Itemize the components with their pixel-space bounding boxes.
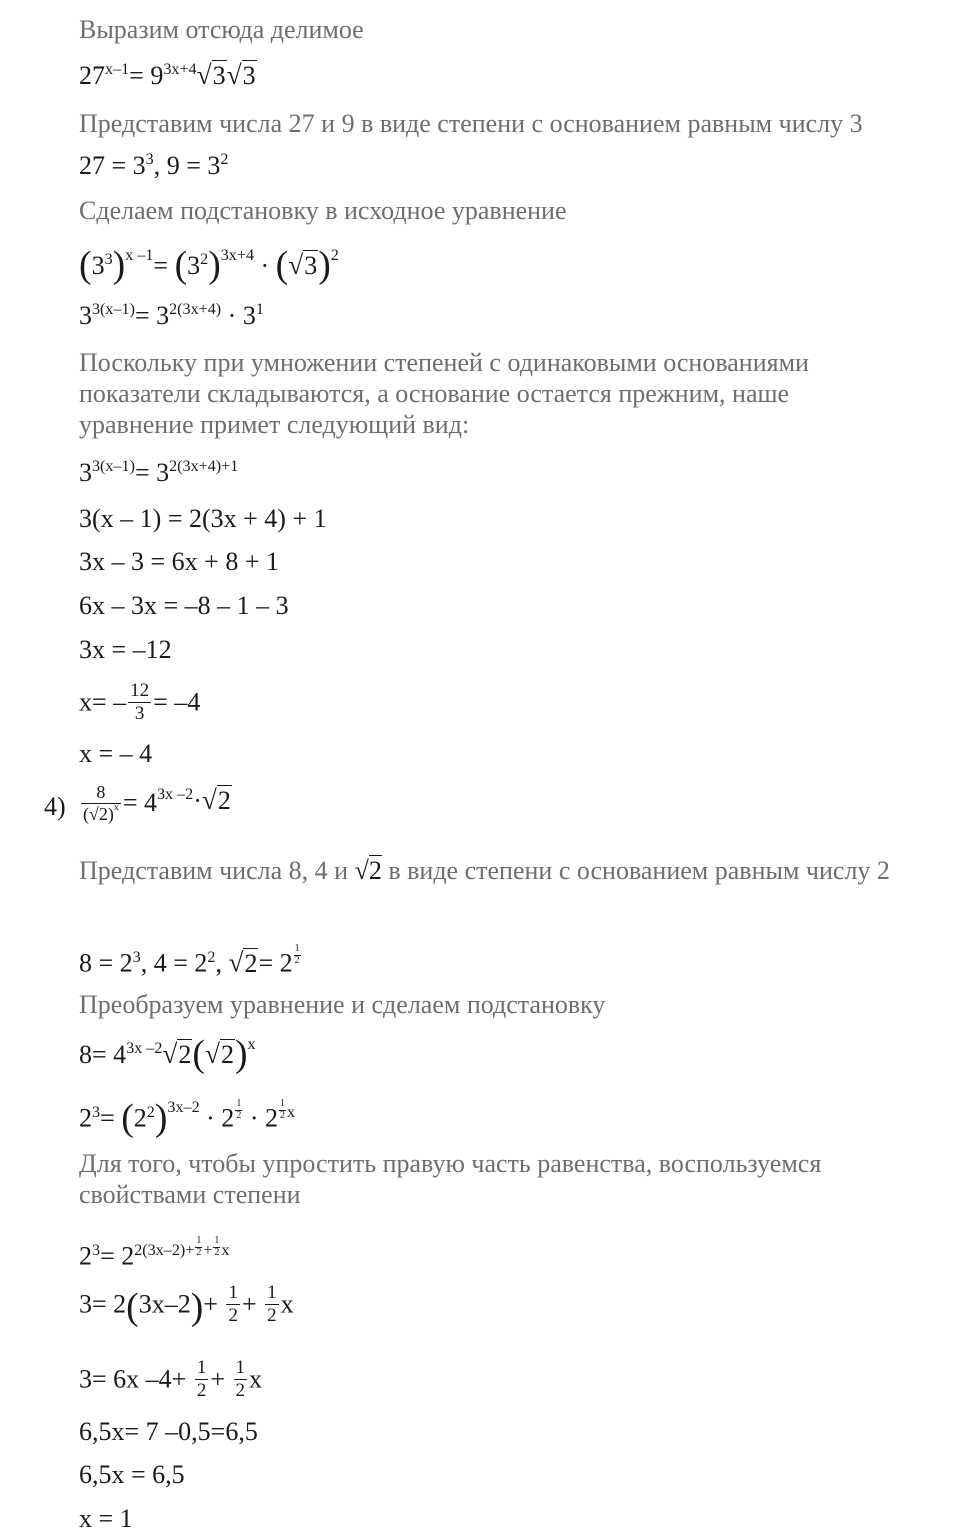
prose-express-dividend: Выразим отсюда делимое bbox=[79, 15, 364, 44]
prose-exponent-rule: Поскольку при умножении степеней с одинаковыми основаниями показатели складываются, а основание остается прежним, наше уравнение примет следующий вид: bbox=[79, 348, 809, 439]
equation-14: $8= 4^{3x -2}√2(√2)^x$ bbox=[79, 1033, 256, 1076]
prose-substitution: Сделаем подстановку в исходное уравнение bbox=[79, 196, 567, 225]
equation-18: 3= 6x –4+ $\frac{1}{2}$ + $\frac{1}{2}$ x bbox=[79, 1357, 262, 1401]
equation-11: x = – 4 bbox=[79, 739, 153, 768]
equation-20: 6,5x = 6,5 bbox=[79, 1460, 185, 1489]
equation-6: 3(x – 1) = 2(3x + 4) + 1 bbox=[79, 504, 327, 533]
equation-1: $27^{x-1}= 9^{3x+4}√3√3$ bbox=[79, 60, 256, 90]
fraction-8-root2: $\frac{8}{(√2)^x}$ bbox=[83, 782, 119, 824]
equation-15: $2^3= (2^2)^{3x-2} \cdot 2$ $\frac{1}{2}$ · 2 $\frac{1}{2}$ $^x$ bbox=[79, 1096, 296, 1139]
equation-2: $27 = 3^3$, $9 = 3^2$ bbox=[79, 151, 229, 180]
equation-5: $3^{3(x-1)}= 3^{2(3x+4)+1}$ bbox=[79, 458, 239, 487]
equation-4: $3^{3(x-1)}= 3^{2(3x+4)} \cdot 3^1$ bbox=[79, 301, 264, 330]
prose-represent-27-9: Представим числа 27 и 9 в виде степени с основанием равным числу 3 bbox=[79, 109, 863, 138]
equation-3: $(3^3)^{x -1}= (3^2)^{3x+4} \cdot (√3)^2$ bbox=[79, 244, 339, 287]
equation-12: $\frac{8}{(√2)^x}$ = $4^{3x -2}\cdot√2$ bbox=[83, 782, 231, 824]
equation-10: x= – $\frac{12}{3}$ = –4 bbox=[79, 680, 201, 724]
equation-7: 3x – 3 = 6x + 8 + 1 bbox=[79, 547, 279, 576]
equation-13: $8 = 2^3$, $4 = 2^2$, √2= 2 $\frac{1}{2}$ bbox=[79, 943, 300, 978]
prose-transform: Преобразуем уравнение и сделаем подстановку bbox=[79, 990, 606, 1019]
equation-9: 3x = –12 bbox=[79, 635, 172, 664]
prose-represent-8-4-root2: Представим числа 8, 4 и √2 в виде степени с основанием равным числу 2 bbox=[79, 856, 890, 885]
prose-simplify: Для того, чтобы упростить правую часть равенства, воспользуемся свойствами степени bbox=[79, 1149, 822, 1209]
equation-8: 6x – 3x = –8 – 1 – 3 bbox=[79, 591, 289, 620]
equation-19: 6,5x= 7 –0,5=6,5 bbox=[79, 1417, 258, 1446]
problem-number: 4) bbox=[44, 792, 66, 821]
equation-17: 3= 2(3x–2)+ $\frac{1}{2}$ + $\frac{1}{2}$ x bbox=[79, 1282, 294, 1329]
fraction-12-3: $\frac{12}{3}$ bbox=[130, 680, 150, 724]
equation-16: $2^3= 2^{2(3x-2)+}$ $\frac{1}{2}$ + $\frac{1}{2}$ $^x$ bbox=[79, 1235, 230, 1271]
equation-21: x = 1 bbox=[79, 1504, 133, 1533]
